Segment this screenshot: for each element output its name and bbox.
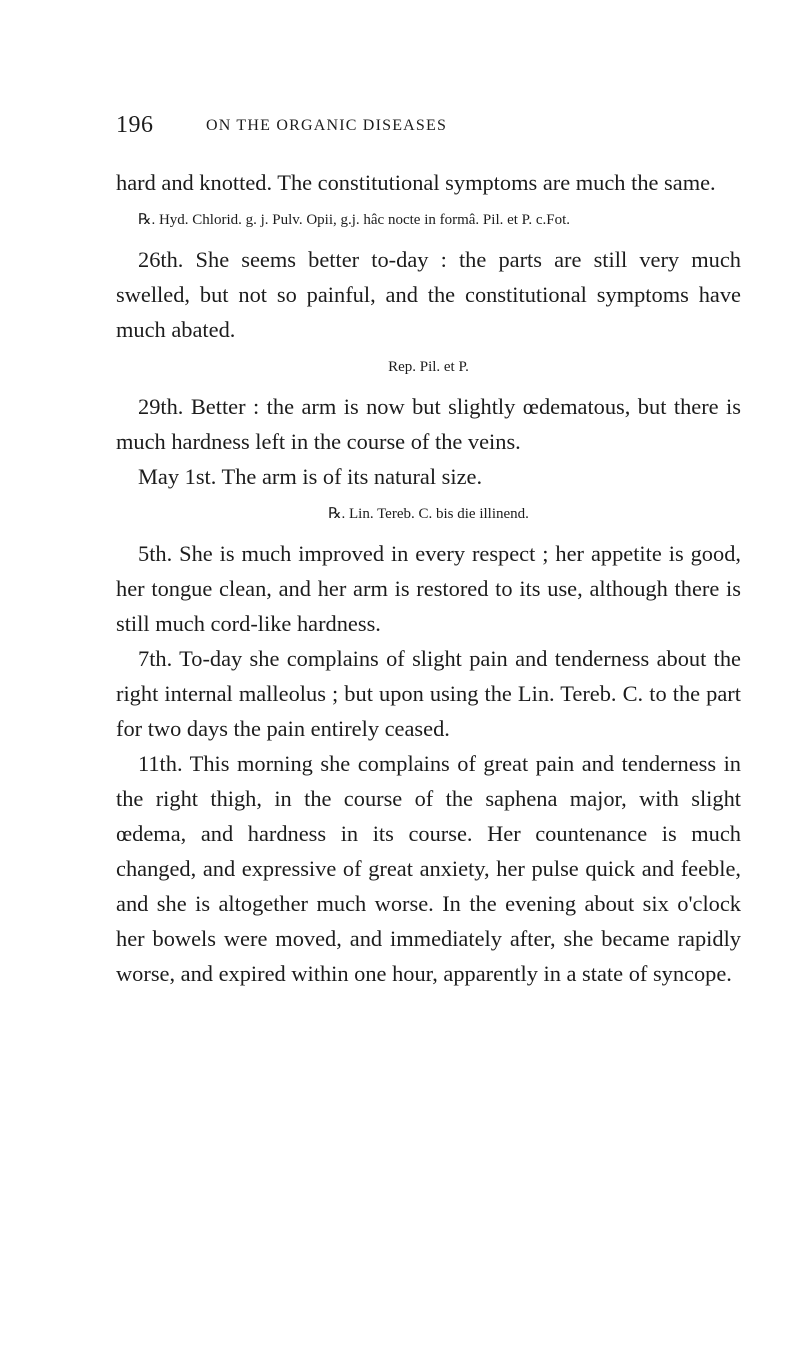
entry-29th: 29th. Better : the arm is now but slightly œdematous, but there is much hardness left in the course of the veins.	[116, 394, 741, 454]
body-text	[116, 165, 741, 991]
page-number: 196	[116, 112, 154, 138]
prescription-line: Rep. Pil. et P.	[388, 359, 469, 375]
entry-26th: 26th. She seems better to-day : the parts are still very much swelled, but not so painful, and the constitutional symptoms have much abated.	[116, 247, 741, 342]
entry-11th: 11th. This morning she complains of great pain and tenderness in the right thigh, in the course of the saphena major, with slight œdema, and hardness in its course. Her countenance is much changed, and expressive of great anxiety, her pulse quick and feeble, and she is altogether much worse. In the evening about six o'clock her bowels were moved, and immediately after, she became rapidly worse, and expired within one hour, apparently in a state of syncope.	[116, 751, 741, 986]
entry-7th: 7th. To-day she complains of slight pain and tenderness about the right internal malleolus ; but upon using the Lin. Tereb. C. to the part for two days the pain entirely ceased.	[116, 646, 741, 741]
paragraph-continuation: hard and knotted. The constitutional symptoms are much the same.	[116, 170, 716, 195]
prescription-line: ℞. Hyd. Chlorid. g. j. Pulv. Opii, g.j. hâc nocte in formâ. Pil. et P. c.Fot.	[138, 212, 571, 228]
prescription-line: ℞. Lin. Tereb. C. bis die illinend.	[328, 506, 529, 522]
entry-may-1st: May 1st. The arm is of its natural size.	[138, 464, 483, 489]
running-title: ON THE ORGANIC DISEASES	[206, 117, 448, 134]
running-head	[116, 112, 741, 142]
entry-5th: 5th. She is much improved in every respect ; her appetite is good, her tongue clean, and her arm is restored to its use, although there is still much cord-like hardness.	[116, 541, 741, 636]
